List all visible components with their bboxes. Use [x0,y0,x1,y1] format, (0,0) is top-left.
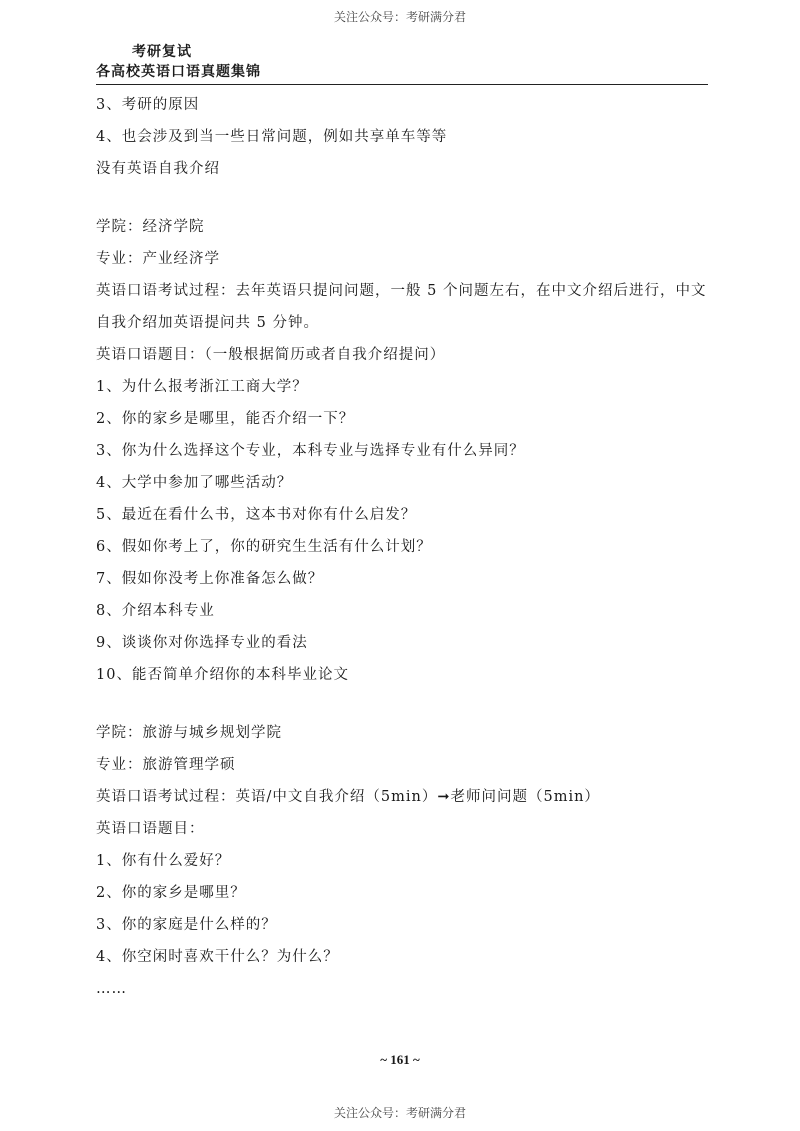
section2-college: 学院：旅游与城乡规划学院 [96,725,282,741]
question-item: 3、你的家庭是什么样的？ [96,917,277,933]
section1-process: 英语口语考试过程：去年英语只提问问题，一般 5 个问题左右，在中文介绍后进行，中文自我介绍加英语提问共 5 分钟。 [96,283,707,331]
page-header [96,42,708,82]
header-title: 考研复试 [132,44,192,60]
ellipsis: …… [96,981,127,997]
question-item: 8、介绍本科专业 [96,603,215,619]
question-item: 5、最近在看什么书，这本书对你有什么启发？ [96,507,417,523]
section1-college: 学院：经济学院 [96,219,205,235]
intro-line: 没有英语自我介绍 [96,161,220,177]
intro-line: 4、也会涉及到当一些日常问题，例如共享单车等等 [96,129,448,145]
question-item: 4、大学中参加了哪些活动？ [96,475,293,491]
intro-line: 3、考研的原因 [96,97,200,113]
question-item: 9、谈谈你对你选择专业的看法 [96,635,308,651]
section-gap [96,185,711,211]
watermark-bottom: 关注公众号：考研满分君 [333,1106,466,1120]
question-item: 1、为什么报考浙江工商大学？ [96,379,308,395]
question-item: 2、你的家乡是哪里？ [96,885,246,901]
section2-topics-heading: 英语口语题目： [96,821,205,837]
question-item: 3、你为什么选择这个专业，本科专业与选择专业有什么异同？ [96,443,525,459]
section1-major: 专业：产业经济学 [96,251,220,267]
question-item: 2、你的家乡是哪里，能否介绍一下？ [96,411,355,427]
document-body [96,89,711,1005]
question-item: 1、你有什么爱好？ [96,853,231,869]
page-number: ~ 161 ~ [380,1052,420,1067]
question-item: 6、假如你考上了，你的研究生生活有什么计划？ [96,539,432,555]
header-subtitle: 各高校英语口语真题集锦 [96,64,261,80]
header-divider [96,84,708,85]
question-item: 4、你空闲时喜欢干什么？为什么？ [96,949,339,965]
section-gap [96,691,711,717]
section2-major: 专业：旅游管理学硕 [96,757,236,773]
section2-process: 英语口语考试过程：英语/中文自我介绍（5min）➞老师问问题（5min） [96,789,600,805]
watermark-top: 关注公众号：考研满分君 [333,10,466,24]
question-item: 7、假如你没考上你准备怎么做？ [96,571,324,587]
section1-topics-heading: 英语口语题目：（一般根据简历或者自我介绍提问） [96,347,446,363]
question-item: 10、能否简单介绍你的本科毕业论文 [96,667,349,683]
